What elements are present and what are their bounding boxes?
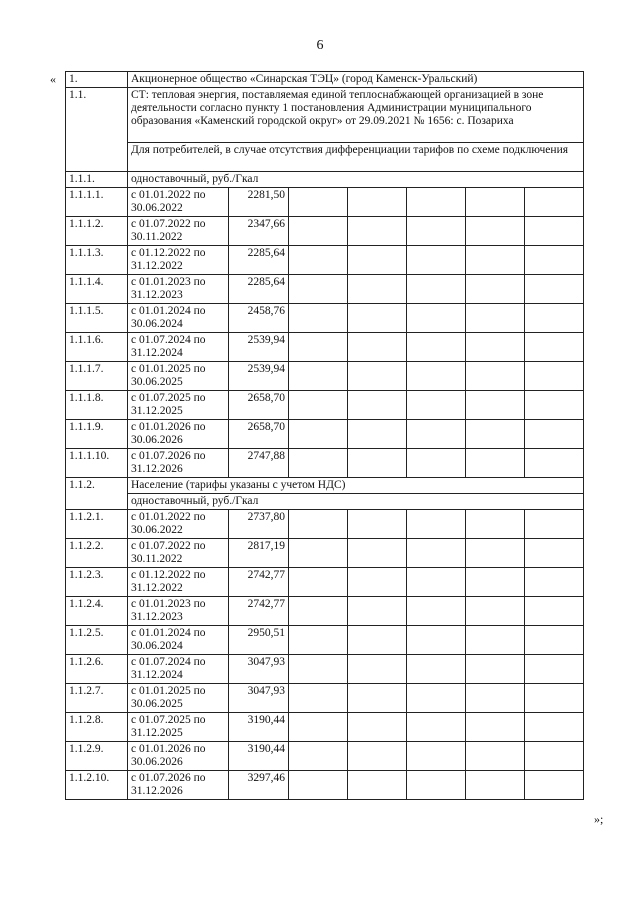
population-label: Население (тарифы указаны с учетом НДС) xyxy=(128,478,584,494)
empty-cell xyxy=(407,655,466,684)
empty-cell xyxy=(407,304,466,333)
group-label: одноставочный, руб./Гкал xyxy=(128,172,584,188)
empty-cell xyxy=(407,420,466,449)
row-period: с 01.01.2025 по 30.06.2025 xyxy=(128,684,229,713)
row-value: 3047,93 xyxy=(229,655,289,684)
table-row xyxy=(66,362,584,391)
row-number: 1.1.2.4. xyxy=(66,597,128,626)
row-period: с 01.01.2023 по 31.12.2023 xyxy=(128,597,229,626)
table-row xyxy=(66,217,584,246)
row-number: 1.1.1.6. xyxy=(66,333,128,362)
org-name: Акционерное общество «Синарская ТЭЦ» (город Каменск-Уральский) xyxy=(128,72,584,88)
table-row xyxy=(66,539,584,568)
empty-cell xyxy=(289,275,348,304)
empty-cell xyxy=(525,684,584,713)
row-value: 2742,77 xyxy=(229,568,289,597)
table-row xyxy=(66,275,584,304)
row-value: 2285,64 xyxy=(229,275,289,304)
row-value: 2658,70 xyxy=(229,391,289,420)
empty-cell xyxy=(407,246,466,275)
empty-cell xyxy=(407,597,466,626)
empty-cell xyxy=(525,742,584,771)
empty-cell xyxy=(289,597,348,626)
empty-cell xyxy=(407,539,466,568)
population-sublabel: одноставочный, руб./Гкал xyxy=(128,494,584,510)
empty-cell xyxy=(348,304,407,333)
row-value: 2458,76 xyxy=(229,304,289,333)
empty-cell xyxy=(466,391,525,420)
empty-cell xyxy=(289,626,348,655)
empty-cell xyxy=(289,539,348,568)
consumers-label: Для потребителей, в случае отсутствия дифференциации тарифов по схеме подключения xyxy=(128,143,584,172)
empty-cell xyxy=(289,217,348,246)
empty-cell xyxy=(525,539,584,568)
row-number: 1.1.1.7. xyxy=(66,362,128,391)
consumers-row xyxy=(66,143,584,172)
section-description: СТ: тепловая энергия, поставляемая единой теплоснабжающей организацией в зоне деятельности согласно пункту 1 постановления Администрации муниципального образования «Каменский городской округ» от 29.09.2021 № 1656: с. Позариха xyxy=(128,88,584,143)
row-period: с 01.01.2024 по 30.06.2024 xyxy=(128,626,229,655)
empty-cell xyxy=(525,333,584,362)
empty-cell xyxy=(525,626,584,655)
row-period: с 01.07.2022 по 30.11.2022 xyxy=(128,539,229,568)
empty-cell xyxy=(525,420,584,449)
empty-cell xyxy=(407,771,466,800)
row-period: с 01.07.2025 по 31.12.2025 xyxy=(128,391,229,420)
row-period: с 01.01.2024 по 30.06.2024 xyxy=(128,304,229,333)
empty-cell xyxy=(407,568,466,597)
empty-cell xyxy=(525,217,584,246)
empty-cell xyxy=(466,655,525,684)
empty-cell xyxy=(348,449,407,478)
empty-cell xyxy=(466,420,525,449)
table-row xyxy=(66,771,584,800)
empty-cell xyxy=(466,771,525,800)
empty-cell xyxy=(348,539,407,568)
table-row xyxy=(66,304,584,333)
empty-cell xyxy=(289,771,348,800)
table-row xyxy=(66,510,584,539)
empty-cell xyxy=(466,275,525,304)
empty-cell xyxy=(407,217,466,246)
empty-cell xyxy=(407,742,466,771)
empty-cell xyxy=(466,597,525,626)
empty-cell xyxy=(348,713,407,742)
group-row xyxy=(66,172,584,188)
empty-cell xyxy=(348,655,407,684)
row-value: 2281,50 xyxy=(229,188,289,217)
empty-cell xyxy=(466,742,525,771)
population-number: 1.1.2. xyxy=(66,478,128,510)
empty-cell xyxy=(466,217,525,246)
table-row xyxy=(66,246,584,275)
table-row xyxy=(66,188,584,217)
empty-cell xyxy=(525,713,584,742)
empty-cell xyxy=(466,246,525,275)
empty-cell xyxy=(525,188,584,217)
empty-cell xyxy=(348,188,407,217)
empty-cell xyxy=(289,742,348,771)
row-number: 1.1.2.1. xyxy=(66,510,128,539)
empty-cell xyxy=(466,713,525,742)
empty-cell xyxy=(289,391,348,420)
empty-cell xyxy=(348,742,407,771)
empty-cell xyxy=(348,217,407,246)
row-value: 3190,44 xyxy=(229,713,289,742)
empty-cell xyxy=(348,684,407,713)
row-period: с 01.01.2022 по 30.06.2022 xyxy=(128,510,229,539)
row-period: с 01.01.2026 по 30.06.2026 xyxy=(128,742,229,771)
empty-cell xyxy=(407,684,466,713)
row-period: с 01.07.2025 по 31.12.2025 xyxy=(128,713,229,742)
table-row xyxy=(66,597,584,626)
row-number: 1.1.2.8. xyxy=(66,713,128,742)
empty-cell xyxy=(289,655,348,684)
row-period: с 01.12.2022 по 31.12.2022 xyxy=(128,568,229,597)
row-value: 2747,88 xyxy=(229,449,289,478)
row-value: 2347,66 xyxy=(229,217,289,246)
table-row xyxy=(66,391,584,420)
row-value: 2742,77 xyxy=(229,597,289,626)
empty-cell xyxy=(348,275,407,304)
population-sublabel-row xyxy=(66,494,584,510)
empty-cell xyxy=(348,626,407,655)
empty-cell xyxy=(407,449,466,478)
opening-quote: « xyxy=(50,72,56,86)
table-row xyxy=(66,568,584,597)
table-row xyxy=(66,333,584,362)
row-number: 1.1.2.7. xyxy=(66,684,128,713)
row-value: 2285,64 xyxy=(229,246,289,275)
row-period: с 01.01.2022 по 30.06.2022 xyxy=(128,188,229,217)
empty-cell xyxy=(525,568,584,597)
row-number: 1.1.2.10. xyxy=(66,771,128,800)
row-value: 2539,94 xyxy=(229,333,289,362)
empty-cell xyxy=(466,539,525,568)
empty-cell xyxy=(466,626,525,655)
empty-cell xyxy=(348,391,407,420)
group-number: 1.1.1. xyxy=(66,172,128,188)
row-period: с 01.01.2025 по 30.06.2025 xyxy=(128,362,229,391)
row-number: 1.1.1.1. xyxy=(66,188,128,217)
empty-cell xyxy=(525,391,584,420)
empty-cell xyxy=(466,684,525,713)
row-period: с 01.12.2022 по 31.12.2022 xyxy=(128,246,229,275)
empty-cell xyxy=(348,362,407,391)
empty-cell xyxy=(407,333,466,362)
empty-cell xyxy=(407,510,466,539)
empty-cell xyxy=(466,333,525,362)
page-number: 6 xyxy=(316,38,324,53)
row-number: 1.1.1.3. xyxy=(66,246,128,275)
empty-cell xyxy=(348,510,407,539)
empty-cell xyxy=(525,246,584,275)
row-value: 2737,80 xyxy=(229,510,289,539)
empty-cell xyxy=(525,275,584,304)
table-row xyxy=(66,626,584,655)
empty-cell xyxy=(407,713,466,742)
empty-cell xyxy=(525,362,584,391)
empty-cell xyxy=(407,362,466,391)
empty-cell xyxy=(348,333,407,362)
row-value: 2817,19 xyxy=(229,539,289,568)
empty-cell xyxy=(289,304,348,333)
row-period: с 01.07.2026 по 31.12.2026 xyxy=(128,449,229,478)
row-value: 2539,94 xyxy=(229,362,289,391)
section-number: 1.1. xyxy=(66,88,128,172)
row-period: с 01.07.2024 по 31.12.2024 xyxy=(128,333,229,362)
empty-cell xyxy=(289,333,348,362)
empty-cell xyxy=(466,188,525,217)
row-number: 1.1.2.6. xyxy=(66,655,128,684)
table-row xyxy=(66,684,584,713)
empty-cell xyxy=(289,684,348,713)
row-period: с 01.07.2024 по 31.12.2024 xyxy=(128,655,229,684)
row-value: 3297,46 xyxy=(229,771,289,800)
empty-cell xyxy=(525,304,584,333)
section-row xyxy=(66,88,584,143)
row-number: 1.1.2.9. xyxy=(66,742,128,771)
row-number: 1.1.2.3. xyxy=(66,568,128,597)
empty-cell xyxy=(525,449,584,478)
row-period: с 01.01.2023 по 31.12.2023 xyxy=(128,275,229,304)
empty-cell xyxy=(525,597,584,626)
empty-cell xyxy=(407,188,466,217)
row-period: с 01.07.2022 по 30.11.2022 xyxy=(128,217,229,246)
row-number: 1.1.1.9. xyxy=(66,420,128,449)
row-number: 1.1.1.4. xyxy=(66,275,128,304)
row-value: 3190,44 xyxy=(229,742,289,771)
row-value: 2658,70 xyxy=(229,420,289,449)
empty-cell xyxy=(466,510,525,539)
row-number: 1.1.2.5. xyxy=(66,626,128,655)
empty-cell xyxy=(289,713,348,742)
table-row xyxy=(66,449,584,478)
empty-cell xyxy=(525,510,584,539)
table-row xyxy=(66,713,584,742)
table-row xyxy=(66,655,584,684)
empty-cell xyxy=(466,449,525,478)
row-period: с 01.07.2026 по 31.12.2026 xyxy=(128,771,229,800)
table-row xyxy=(66,742,584,771)
empty-cell xyxy=(289,568,348,597)
empty-cell xyxy=(289,188,348,217)
closing-quote: »; xyxy=(594,812,604,826)
empty-cell xyxy=(348,597,407,626)
empty-cell xyxy=(466,304,525,333)
empty-cell xyxy=(289,420,348,449)
population-row xyxy=(66,478,584,494)
row-value: 3047,93 xyxy=(229,684,289,713)
empty-cell xyxy=(348,246,407,275)
empty-cell xyxy=(289,449,348,478)
tariff-table xyxy=(65,71,584,800)
row-number: 1.1.1.10. xyxy=(66,449,128,478)
row-period: с 01.01.2026 по 30.06.2026 xyxy=(128,420,229,449)
org-number: 1. xyxy=(66,72,128,88)
empty-cell xyxy=(466,568,525,597)
empty-cell xyxy=(289,510,348,539)
empty-cell xyxy=(348,771,407,800)
empty-cell xyxy=(407,391,466,420)
empty-cell xyxy=(348,420,407,449)
empty-cell xyxy=(407,626,466,655)
empty-cell xyxy=(525,771,584,800)
empty-cell xyxy=(289,246,348,275)
row-value: 2950,51 xyxy=(229,626,289,655)
table-row xyxy=(66,420,584,449)
empty-cell xyxy=(466,362,525,391)
row-number: 1.1.2.2. xyxy=(66,539,128,568)
row-number: 1.1.1.8. xyxy=(66,391,128,420)
empty-cell xyxy=(348,568,407,597)
org-row xyxy=(66,72,584,88)
empty-cell xyxy=(525,655,584,684)
row-number: 1.1.1.2. xyxy=(66,217,128,246)
empty-cell xyxy=(407,275,466,304)
row-number: 1.1.1.5. xyxy=(66,304,128,333)
empty-cell xyxy=(289,362,348,391)
